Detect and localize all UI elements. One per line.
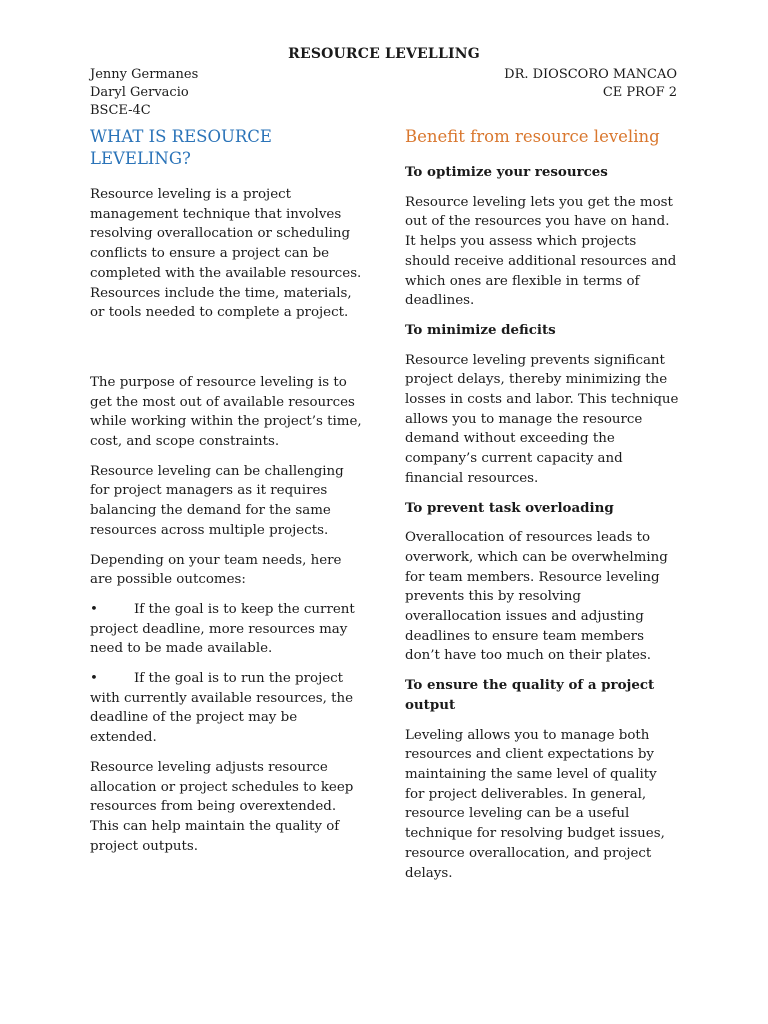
instructor-block [504,66,677,102]
course-label: CE PROF 2 [602,85,677,100]
bullet-text: If the goal is to run the project with currently available resources, the deadline of the project may be extended. [90,671,354,746]
paragraph: Leveling allows you to manage both resources and client expectations by maintaining the same level of quality for project deliverables. In general, resource leveling can be a useful technique for resolving budget issues, resource overallocation, and project delays. [405,727,665,881]
paragraph: Depending on your team needs, here are possible outcomes: [90,552,342,588]
paragraph: Overallocation of resources leads to overwork, which can be overwhelming for team members. Resource leveling prevents this by resolving overallocation issues and adjusting deadlines to ensure team members don’t have too much on their plates. [405,530,668,664]
paragraph: Resource leveling can be challenging for project managers as it requires balancing the demand for the same resources across multiple projects. [90,463,344,538]
bullet-text: If the goal is to keep the current project deadline, more resources may need to be made available. [90,601,355,657]
subsection-title: To minimize deficits [405,321,556,338]
paragraph: The purpose of resource leveling is to get the most out of available resources while working within the project’s time, cost, and scope constraints. [90,374,362,450]
left-heading: WHAT IS RESOURCE LEVELING? [90,127,272,168]
subsection-title: To prevent task overloading [405,499,614,516]
section-label: BSCE-4C [90,103,151,118]
bullet-icon: • [90,671,98,687]
bullet-item [90,669,365,748]
author-block [90,66,198,120]
left-column [90,126,365,866]
bullet-item [90,600,365,659]
paragraph: Resource leveling prevents significant project delays, thereby minimizing the losses in costs and labor. This technique allows you to manage the resource demand without exceeding the company’s current capacity and financial resources. [405,352,679,486]
paragraph: Resource leveling adjusts resource allocation or project schedules to keep resources from being overextended. This can help maintain the quality of project outputs. [90,759,354,854]
spacer [90,333,365,373]
right-heading: Benefit from resource leveling [405,127,660,146]
author-name: Jenny Germanes [90,67,199,82]
instructor-name: DR. DIOSCORO MANCAO [504,67,677,82]
bullet-icon: • [90,601,98,617]
right-column [405,126,680,893]
subsection-title: To optimize your resources [405,164,608,180]
paragraph: Resource leveling is a project management technique that involves resolving overallocation or scheduling conflicts to ensure a project can be completed with the available resources. Resources include the time, materials, or tools needed to complete a project. [90,187,362,321]
author-name: Daryl Gervacio [90,85,189,100]
subsection-title: To ensure the quality of a project output [405,677,655,713]
document-title: RESOURCE LEVELLING [288,46,480,62]
paragraph: Resource leveling lets you get the most out of the resources you have on hand. It helps you assess which projects should receive additional resources and which ones are flexible in terms of deadlines. [405,194,677,309]
